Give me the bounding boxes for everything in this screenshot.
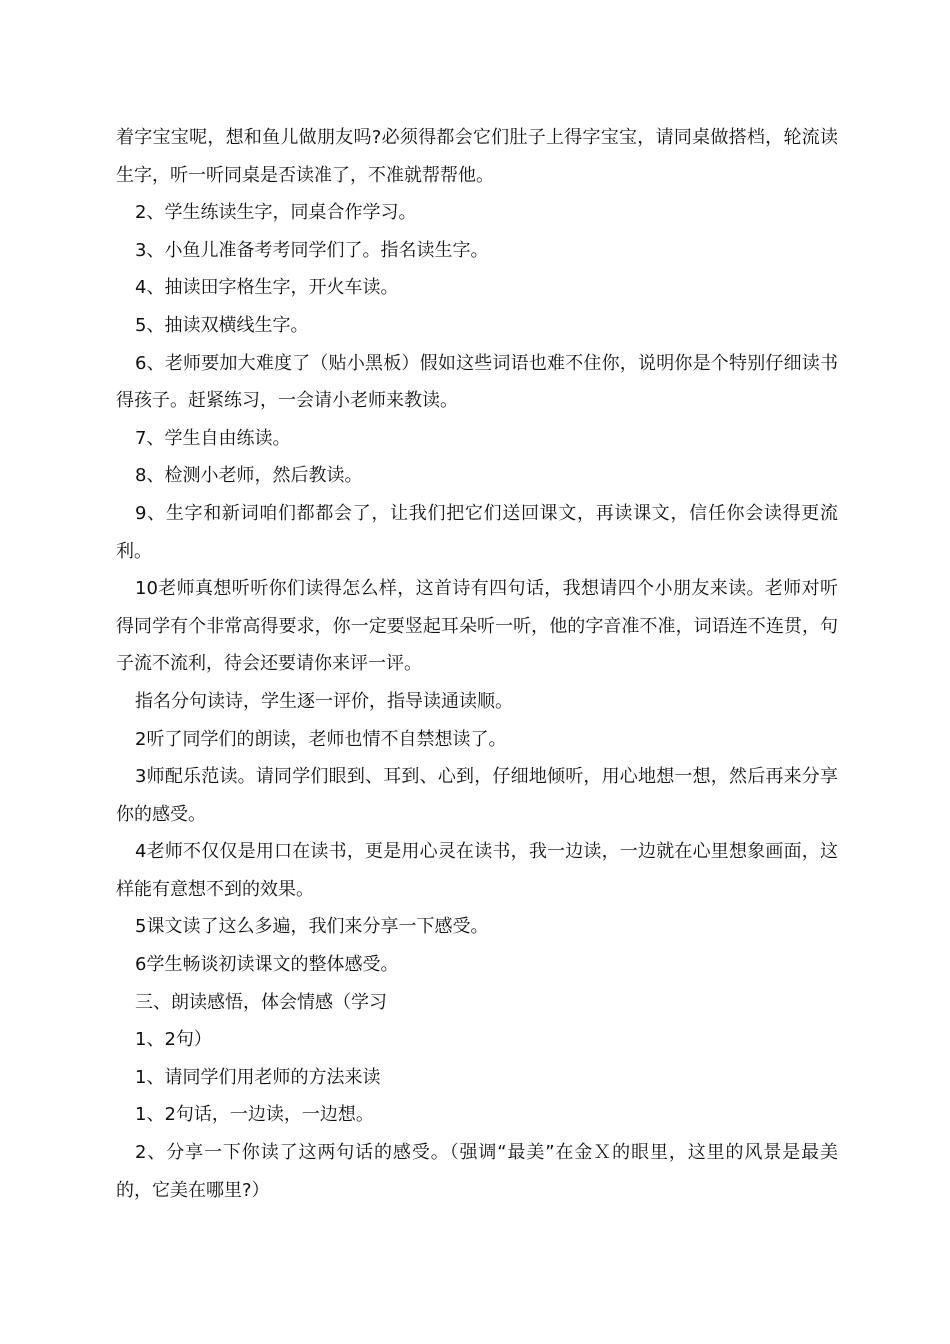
section-heading-3: 三、朗读感悟，体会情感（学习 [135, 991, 387, 1013]
paragraph-16: 6学生畅谈初读课文的整体感受。 [135, 954, 399, 976]
paragraph-4: 4、抽读田字格生字，开火车读。 [135, 277, 399, 299]
paragraph-11: 指名分句读诗，学生逐一评价，指导读通读顺。 [135, 690, 513, 712]
paragraph-21: 2、分享一下你读了这两句话的感受。（强调“最美”在金Ｘ的眼里，这里的风景是最美的，它美在哪里?） [116, 1142, 838, 1201]
paragraph-5: 5、抽读双横线生字。 [135, 314, 309, 336]
paragraph-14: 4老师不仅仅是用口在读书，更是用心灵在读书，我一边读，一边就在心里想象画面，这样能有意想不到的效果。 [116, 841, 838, 900]
paragraph-15: 5课文读了这么多遍，我们来分享一下感受。 [135, 916, 489, 938]
paragraph-12: 2听了同学们的朗读，老师也情不自禁想读了。 [135, 728, 507, 750]
paragraph-13: 3师配乐范读。请同学们眼到、耳到、心到，仔细地倾听，用心地想一想，然后再来分享你的感受。 [116, 766, 838, 825]
paragraph-20: 1、2句话，一边读，一边想。 [135, 1104, 374, 1126]
paragraph-1: 着字宝宝呢，想和鱼儿做朋友吗?必须得都会它们肚子上得字宝宝，请同桌做搭档，轮流读生字，听一听同桌是否读准了，不准就帮帮他。 [116, 127, 838, 186]
paragraph-19: 1、请同学们用老师的方法来读 [135, 1066, 381, 1088]
paragraph-9: 9、生字和新词咱们都都会了，让我们把它们送回课文，再读课文，信任你会读得更流利。 [116, 502, 838, 562]
paragraph-3: 3、小鱼儿准备考考同学们了。指名读生字。 [135, 239, 489, 261]
paragraph-6: 6、老师要加大难度了（贴小黑板）假如这些词语也难不住你，说明你是个特别仔细读书得孩子。赶紧练习，一会请小老师来教读。 [116, 352, 838, 412]
paragraph-18: 1、2句） [135, 1029, 212, 1051]
paragraph-2: 2、学生练读生字，同桌合作学习。 [135, 202, 417, 224]
paragraph-10: 10老师真想听听你们读得怎么样，这首诗有四句话，我想请四个小朋友来读。老师对听得同学有个非常高得要求，你一定要竖起耳朵听一听，他的字音准不准，词语连不连贯，句子流不流利，待会还要请你来评一评。 [116, 578, 838, 675]
paragraph-7: 7、学生自由练读。 [135, 427, 291, 449]
document-body [116, 119, 838, 1209]
paragraph-8: 8、检测小老师，然后教读。 [135, 465, 363, 487]
